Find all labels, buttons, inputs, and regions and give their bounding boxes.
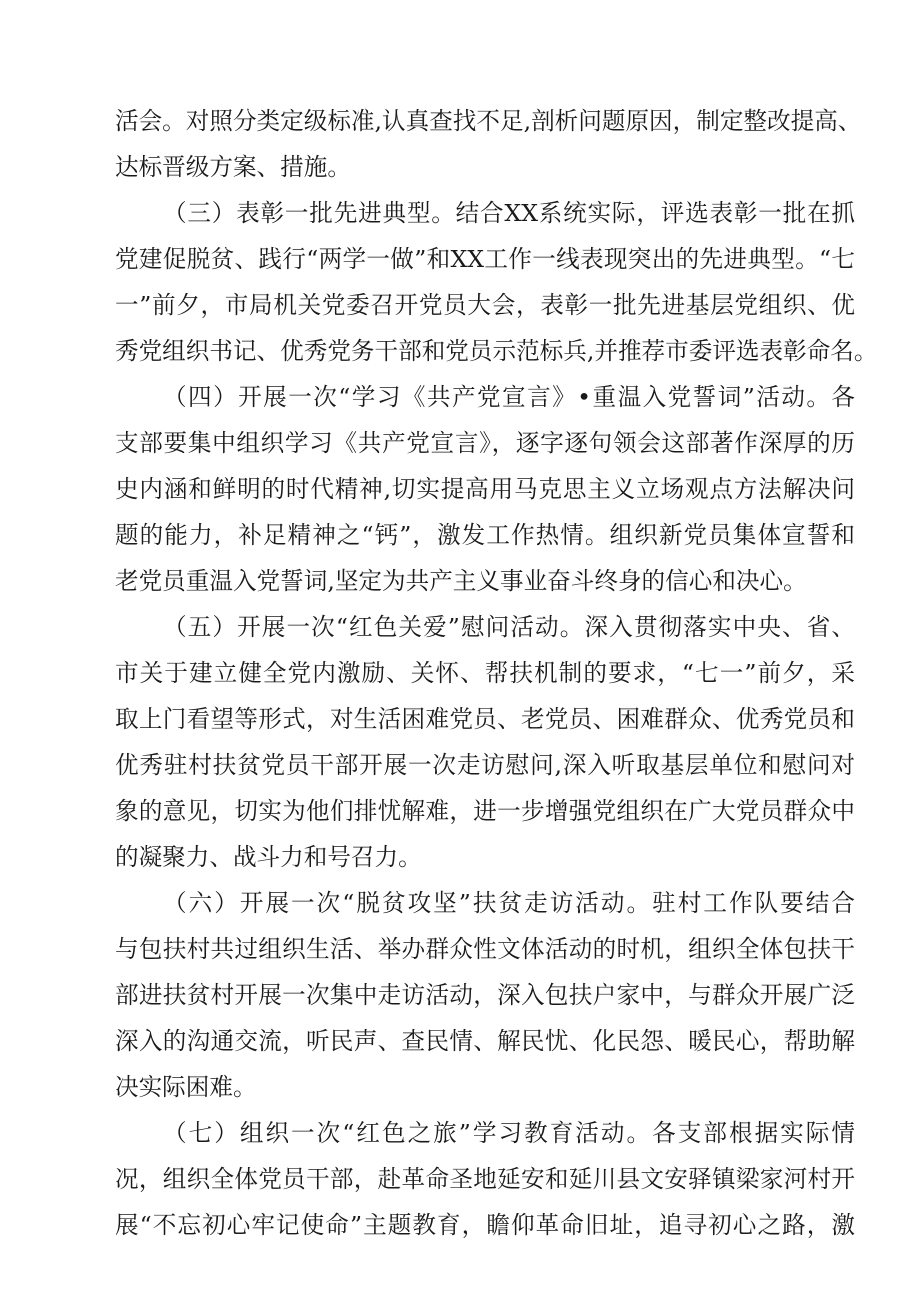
paragraph-4-start: （四）开展一次“学习《共产党宣言》•重温入党誓词”活动。各 — [163, 383, 855, 411]
paragraph-5-start: （五）开展一次“红色关爱”慰问活动。深入贯彻落实中央、省、 — [163, 613, 855, 641]
text-line: 一”前夕，市局机关党委召开党员大会，表彰一批先进基层党组织、优 — [115, 291, 855, 319]
text-line: 展“不忘初心牢记使命”主题教育，瞻仰革命旧址，追寻初心之路，激 — [115, 1211, 855, 1239]
text-line: 题的能力，补足精神之“钙”，激发工作热情。组织新党员集体宣誓和 — [115, 521, 855, 549]
paragraph-7-start: （七）组织一次“红色之旅”学习教育活动。各支部根据实际情 — [163, 1119, 855, 1147]
text-line: 党建促脱贫、践行“两学一做”和XX工作一线表现突出的先进典型。“七 — [115, 245, 855, 273]
text-line: 况，组织全体党员干部，赴革命圣地延安和延川县文安驿镇梁家河村开 — [115, 1165, 855, 1193]
text-line: 与包扶村共过组织生活、举办群众性文体活动的时机，组织全体包扶干 — [115, 935, 855, 963]
text-line: 决实际困难。 — [115, 1073, 257, 1101]
text-line: 深入的沟通交流，听民声、查民情、解民忧、化民怨、暖民心，帮助解 — [115, 1027, 855, 1055]
paragraph-3-start: （三）表彰一批先进典型。结合XX系统实际，评选表彰一批在抓 — [163, 199, 855, 227]
text-line: 象的意见，切实为他们排忧解难，进一步增强党组织在广大党员群众中 — [115, 797, 855, 825]
text-line: 市关于建立健全党内激励、关怀、帮扶机制的要求，“七一”前夕，采 — [115, 659, 855, 687]
text-line: 达标晋级方案、措施。 — [115, 153, 351, 181]
text-line: 史内涵和鲜明的时代精神,切实提高用马克思主义立场观点方法解决问 — [115, 475, 855, 503]
text-line: 支部要集中组织学习《共产党宣言》，逐字逐句领会这部著作深厚的历 — [115, 429, 855, 457]
text-line: 秀党组织书记、优秀党务干部和党员示范标兵,并推荐市委评选表彰命名。 — [115, 337, 878, 365]
text-line: 老党员重温入党誓词,坚定为共产主义事业奋斗终身的信心和决心。 — [115, 567, 807, 595]
paragraph-6-start: （六）开展一次“脱贫攻坚”扶贫走访活动。驻村工作队要结合 — [163, 889, 855, 917]
text-line: 优秀驻村扶贫党员干部开展一次走访慰问,深入听取基层单位和慰问对 — [115, 751, 855, 779]
text-line: 取上门看望等形式，对生活困难党员、老党员、困难群众、优秀党员和 — [115, 705, 855, 733]
text-line: 活会。对照分类定级标准,认真查找不足,剖析问题原因，制定整改提高、 — [115, 107, 862, 135]
text-line: 的凝聚力、战斗力和号召力。 — [115, 843, 422, 871]
text-line: 部进扶贫村开展一次集中走访活动，深入包扶户家中，与群众开展广泛 — [115, 981, 855, 1009]
